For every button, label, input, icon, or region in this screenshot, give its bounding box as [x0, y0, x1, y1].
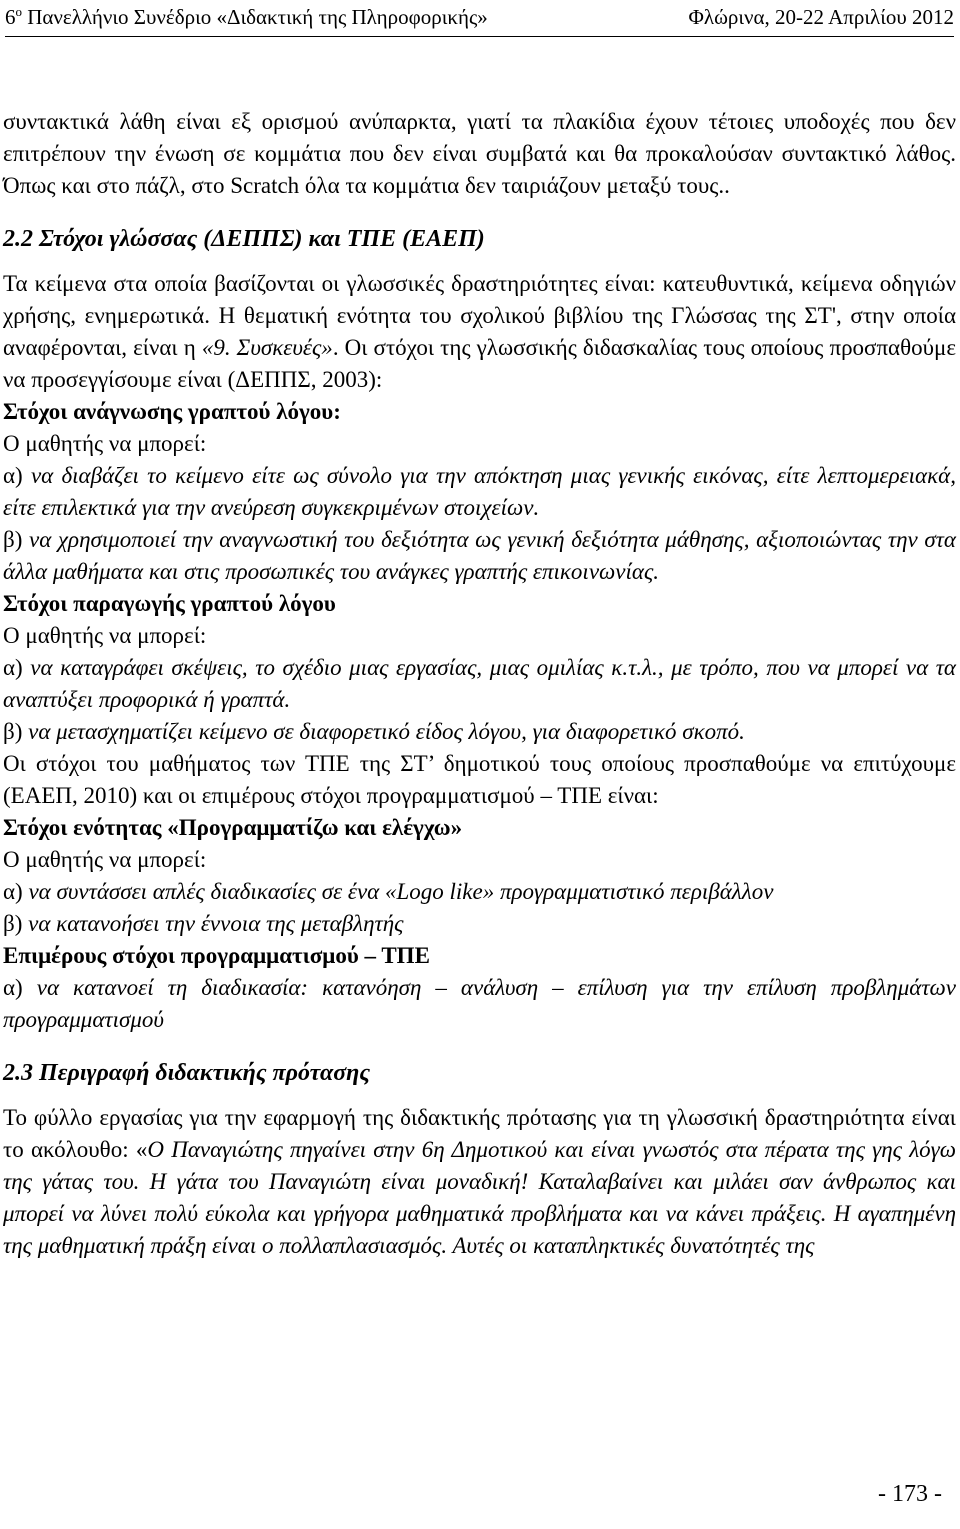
goals-reading-title: Στόχοι ανάγνωσης γραπτού λόγου: — [3, 399, 341, 424]
page-number: - 173 - — [878, 1481, 942, 1507]
paragraph-scratch-syntax: συντακτικά λάθη είναι εξ ορισμού ανύπαρκτα, γιατί τα πλακίδια έχουν τέτοιες υποδοχές που δεν επιτρέπουν την ένωση σε κομμάτια που δεν είναι συμβατά και θα προκαλούσαν συντακτικό λάθος. Όπως και στο πάζλ, στο Scratch όλα τα κομμάτια δεν ταιριάζουν μεταξύ τους.. — [3, 109, 956, 198]
conference-location-date: Φλώρινα, 20-22 Απριλίου 2012 — [688, 5, 954, 29]
paragraph-texts: Τα κείμενα στα οποία βασίζονται οι γλωσσικές δραστηριότητες είναι: κατευθυντικά, κείμενα οδηγιών χρήσης, ενημερωτικά. Η θεματική ενότητα του σχολικού βιβλίου της Γλώσσας της ΣΤ', στην οποία αναφέρονται, είναι η «9. Συσκευές». Οι στόχοι της γλωσσικής διδασκαλίας τους οποίους προσπαθούμε να προσεγγίσουμε είναι (ΔΕΠΠΣ, 2003): — [3, 271, 957, 392]
goals-programming-unit-intro: Ο μαθητής να μπορεί: — [3, 847, 207, 872]
conference-title: $6^o$ Πανελλήνιο Συνέδριο «Διδακτική της Πληροφορικής» — [5, 4, 488, 29]
section-heading-2-2: 2.2 Στόχοι γλώσσας (ΔΕΠΠΣ) και ΤΠΕ (ΕΑΕΠ) — [3, 226, 485, 252]
running-header — [5, 2, 954, 37]
goal-programming-a: α) να συντάσσει απλές διαδικασίες σε ένα «Logo like» προγραμματιστικό περιβάλλον — [3, 879, 774, 904]
paragraph-worksheet: Το φύλλο εργασίας για την εφαρμογή της διδακτικής πρότασης για τη γλωσσική δραστηριότητα είναι το ακόλουθο: «Ο Παναγιώτης πηγαίνει στην 6η Δημοτικού και είναι γνωστός στα πέρατα της γης λόγω της γάτας του. Η γάτα του Παναγιώτη είναι μοναδική! Καταλαβαίνει και μιλάει σαν άνθρωπος και μπορεί να λύνει πολύ εύκολα και γρήγορα μαθηματικά προβλήματα και να κάνει πράξεις. Η αγαπημένη της μαθηματική πράξη είναι ο πολλαπλασιασμός. Αυτές οι καταπληκτικές δυνατότητές της — [3, 1105, 956, 1258]
paragraph-ict-goals: Οι στόχοι του μαθήματος των ΤΠΕ της ΣΤ’ δημοτικού τους οποίους προσπαθούμε να επιτύχουμε (ΕΑΕΠ, 2010) και οι επιμέρους στόχοι προγραμματισμού – ΤΠΕ είναι: — [3, 751, 956, 808]
goal-programming-b: β) να κατανοήσει την έννοια της μεταβλητής — [3, 911, 404, 936]
goal-writing-a: α) να καταγράφει σκέψεις, το σχέδιο μιας εργασίας, μιας ομιλίας κ.τ.λ., με τρόπο, που να μπορεί να τα αναπτύξει προφορικά ή γραπτά. — [3, 655, 957, 712]
goals-programming-unit-title: Στόχοι ενότητας «Προγραμματίζω και ελέγχω» — [3, 815, 463, 840]
page-body — [3, 106, 956, 1262]
goal-reading-b: β) να χρησιμοποιεί την αναγνωστική του δεξιότητα ως γενική δεξιότητα μάθησης, αξιοποιώντας την στα άλλα μαθήματα και στις προσωπικές του ανάγκες γραπτής επικοινωνίας. — [3, 527, 956, 584]
goal-programming-specific-a: α) να κατανοεί τη διαδικασία: κατανόηση – ανάλυση – επίλυση για την επίλυση προβλημάτων προγραμματισμού — [3, 975, 956, 1032]
goals-reading-intro: Ο μαθητής να μπορεί: — [3, 431, 207, 456]
goals-programming-specific-title: Επιμέρους στόχοι προγραμματισμού – ΤΠΕ — [3, 943, 430, 968]
goal-writing-b: β) να μετασχηματίζει κείμενο σε διαφορετικό είδος λόγου, για διαφορετικό σκοπό. — [3, 719, 745, 744]
section-heading-2-3: 2.3 Περιγραφή διδακτικής πρότασης — [3, 1060, 371, 1086]
goals-writing-intro: Ο μαθητής να μπορεί: — [3, 623, 207, 648]
goal-reading-a: α) να διαβάζει το κείμενο είτε ως σύνολο για την απόκτηση μιας γενικής εικόνας, είτε λεπτομερειακά, είτε επιλεκτικά για την ανεύρεση συγκεκριμένων στοιχείων. — [3, 463, 956, 520]
goals-writing-title: Στόχοι παραγωγής γραπτού λόγου — [3, 591, 336, 616]
